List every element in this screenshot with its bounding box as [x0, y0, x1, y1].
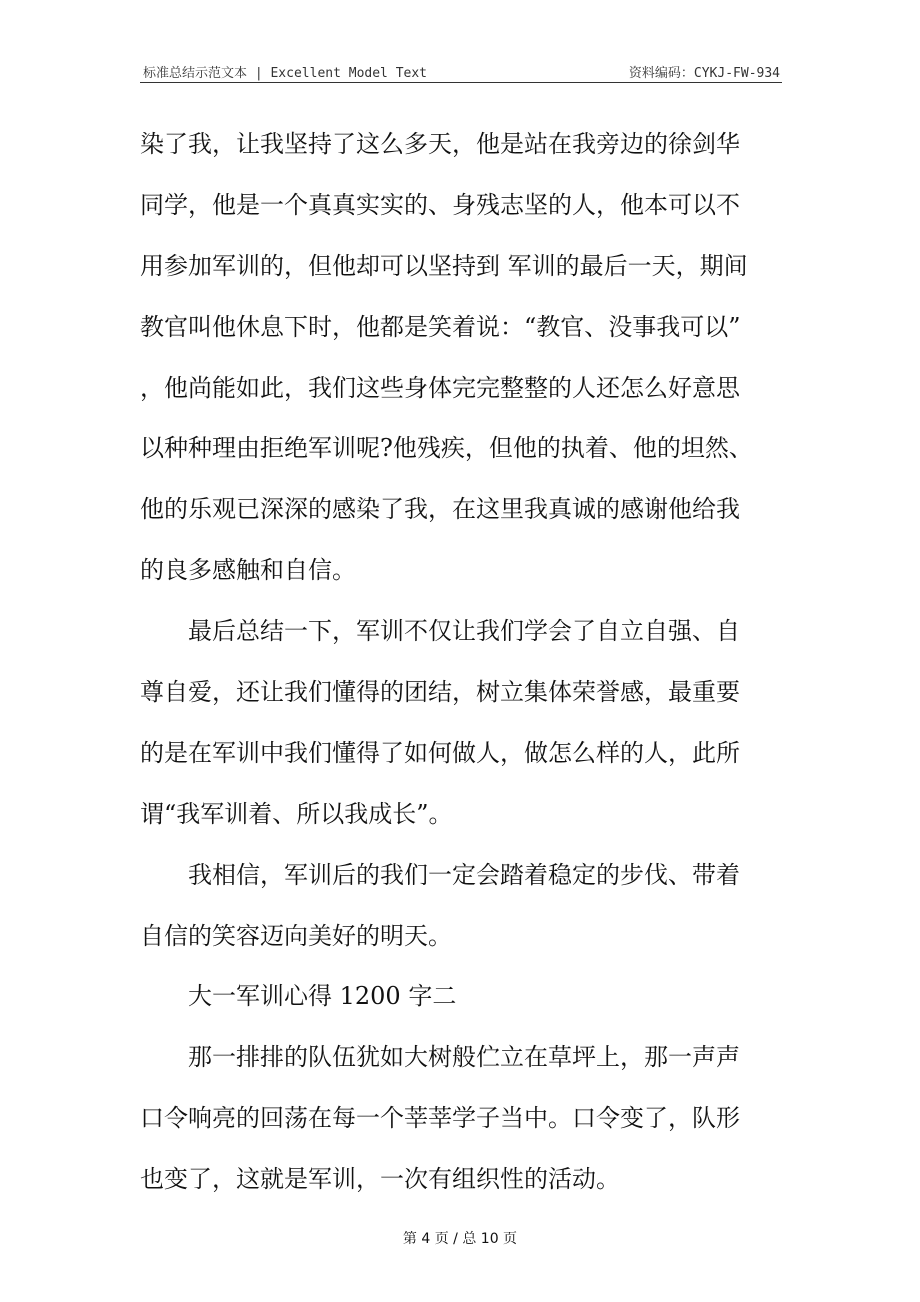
document-code: 资料编码：CYKJ-FW-934 [628, 66, 780, 81]
section-heading: 大一军训心得 1200 字二 [188, 982, 457, 1011]
text-line: 尊自爱，还让我们懂得的团结，树立集体荣誉感，最重要 [140, 678, 740, 707]
text-line: 以种种理由拒绝军训呢?他残疾，但他的执着、他的坦然、 [140, 434, 753, 463]
text-line: ，他尚能如此，我们这些身体完完整整的人还怎么好意思 [140, 373, 740, 402]
header-title: 标准总结示范文本 | Excellent Model Text [143, 66, 428, 81]
text-line: 染了我，让我坚持了这么多天，他是站在我旁边的徐剑华 [140, 130, 740, 158]
paragraph-start-line: 最后总结一下，军训不仅让我们学会了自立自强、自 [188, 617, 740, 646]
text-line: 谓“我军训着、所以我成长”。 [140, 799, 453, 828]
text-line: 口令响亮的回荡在每一个莘莘学子当中。口令变了，队形 [140, 1104, 740, 1133]
text-line: 自信的笑容迈向美好的明天。 [140, 921, 452, 950]
text-line: 用参加军训的，但他却可以坚持到 军训的最后一天，期间 [140, 251, 748, 280]
text-line: 也变了，这就是军训，一次有组织性的活动。 [140, 1165, 620, 1194]
text-line: 他的乐观已深深的感染了我，在这里我真诚的感谢他给我 [140, 495, 740, 524]
text-line: 同学，他是一个真真实实的、身残志坚的人，他本可以不 [140, 190, 740, 219]
paragraph-start-line: 那一排排的队伍犹如大树般伫立在草坪上，那一声声 [188, 1043, 740, 1072]
text-line: 的是在军训中我们懂得了如何做人，做怎么样的人，此所 [140, 738, 740, 767]
paragraph-start-line: 我相信，军训后的我们一定会踏着稳定的步伐、带着 [188, 860, 740, 889]
page-header [140, 60, 782, 83]
text-line: 教官叫他休息下时，他都是笑着说：“教官、没事我可以” [140, 312, 741, 341]
page-number: 第 4 页 / 总 10 页 [402, 1231, 518, 1247]
body-text [140, 114, 780, 1210]
text-line: 的良多感触和自信。 [140, 556, 356, 585]
